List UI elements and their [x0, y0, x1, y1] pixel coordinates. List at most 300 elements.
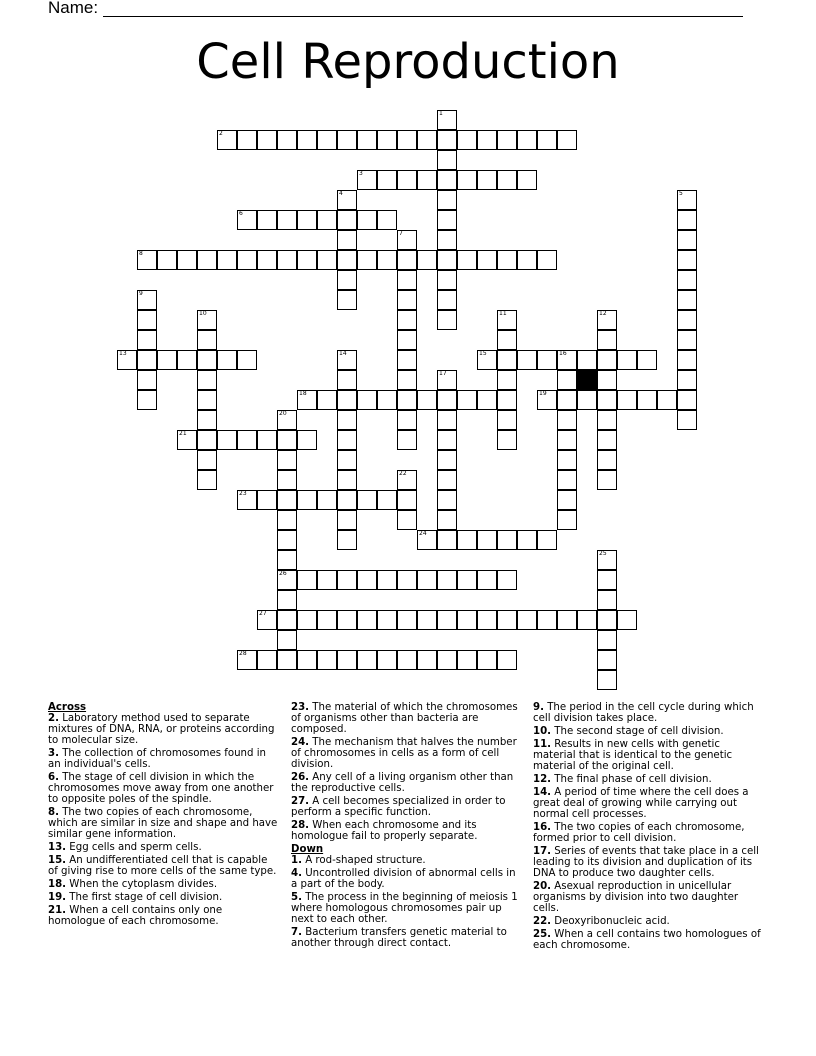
grid-cell[interactable] [497, 610, 517, 630]
across-clue [48, 879, 280, 890]
grid-cell[interactable] [297, 430, 317, 450]
grid-cell[interactable] [597, 670, 617, 690]
grid-cell[interactable] [277, 430, 297, 450]
grid-cell[interactable] [277, 650, 297, 670]
grid-cell[interactable] [277, 610, 297, 630]
grid-cell[interactable] [197, 350, 217, 370]
grid-cell[interactable] [297, 130, 317, 150]
grid-cell[interactable] [617, 390, 637, 410]
clue-text: The process in the beginning of meiosis 1 where homologous chromosomes pair up next to each other. [291, 892, 518, 925]
grid-cell[interactable] [337, 510, 357, 530]
grid-cell[interactable] [477, 530, 497, 550]
grid-cell[interactable] [597, 330, 617, 350]
grid-cell[interactable] [557, 370, 577, 390]
grid-cell[interactable] [617, 610, 637, 630]
grid-cell[interactable] [457, 530, 477, 550]
grid-cell[interactable] [557, 130, 577, 150]
grid-cell[interactable] [257, 250, 277, 270]
grid-cell[interactable] [437, 390, 457, 410]
grid-cell[interactable] [457, 130, 477, 150]
grid-cell[interactable] [497, 390, 517, 410]
grid-cell[interactable] [437, 190, 457, 210]
grid-cell[interactable] [157, 250, 177, 270]
clue-number-label: 28. [291, 820, 310, 831]
clue-number: 5 [679, 190, 683, 197]
grid-cell[interactable] [537, 250, 557, 270]
grid-cell[interactable] [237, 430, 257, 450]
grid-cell[interactable] [537, 390, 557, 410]
grid-cell[interactable] [337, 370, 357, 390]
grid-cell[interactable] [437, 250, 457, 270]
grid-cell[interactable] [277, 510, 297, 530]
grid-cell[interactable] [437, 530, 457, 550]
grid-cell[interactable] [597, 310, 617, 330]
grid-cell[interactable] [677, 190, 697, 210]
grid-cell[interactable] [397, 490, 417, 510]
grid-cell[interactable] [397, 330, 417, 350]
grid-cell[interactable] [297, 610, 317, 630]
grid-cell[interactable] [537, 610, 557, 630]
grid-cell[interactable] [237, 210, 257, 230]
grid-cell[interactable] [337, 570, 357, 590]
grid-cell[interactable] [177, 250, 197, 270]
across-clue [48, 713, 280, 746]
grid-cell[interactable] [257, 130, 277, 150]
grid-cell[interactable] [297, 570, 317, 590]
grid-cell[interactable] [597, 370, 617, 390]
clue-number: 7 [399, 230, 403, 237]
grid-cell[interactable] [457, 650, 477, 670]
clue-number: 13 [119, 350, 127, 357]
grid-cell[interactable] [637, 390, 657, 410]
grid-cell[interactable] [257, 490, 277, 510]
grid-cell[interactable] [557, 490, 577, 510]
grid-cell[interactable] [497, 310, 517, 330]
grid-cell[interactable] [317, 650, 337, 670]
clue-number: 2 [219, 130, 223, 137]
across-heading: Across [48, 702, 87, 713]
grid-cell[interactable] [437, 430, 457, 450]
grid-cell[interactable] [337, 270, 357, 290]
grid-cell[interactable] [217, 350, 237, 370]
down-clue [291, 868, 521, 890]
grid-cell[interactable] [217, 430, 237, 450]
grid-cell[interactable] [397, 510, 417, 530]
grid-cell[interactable] [197, 310, 217, 330]
grid-cell[interactable] [597, 590, 617, 610]
grid-cell[interactable] [557, 470, 577, 490]
grid-cell[interactable] [437, 290, 457, 310]
grid-cell[interactable] [137, 250, 157, 270]
grid-cell[interactable] [417, 130, 437, 150]
grid-cell[interactable] [437, 450, 457, 470]
clue-number: 1 [439, 110, 443, 117]
grid-cell[interactable] [457, 610, 477, 630]
grid-cell[interactable] [597, 630, 617, 650]
grid-cell[interactable] [677, 370, 697, 390]
grid-cell[interactable] [577, 610, 597, 630]
grid-cell[interactable] [337, 190, 357, 210]
clue-number: 8 [139, 250, 143, 257]
grid-cell[interactable] [337, 290, 357, 310]
grid-cell[interactable] [517, 530, 537, 550]
grid-cell[interactable] [597, 410, 617, 430]
grid-cell[interactable] [137, 290, 157, 310]
grid-cell[interactable] [437, 490, 457, 510]
grid-cell[interactable] [397, 430, 417, 450]
grid-cell[interactable] [237, 490, 257, 510]
grid-cell[interactable] [297, 390, 317, 410]
grid-cell[interactable] [437, 150, 457, 170]
grid-cell[interactable] [397, 350, 417, 370]
grid-cell[interactable] [517, 170, 537, 190]
clue-text: The period in the cell cycle during which cell division takes place. [533, 702, 754, 724]
grid-cell[interactable] [677, 350, 697, 370]
grid-cell[interactable] [337, 210, 357, 230]
grid-cell[interactable] [397, 230, 417, 250]
grid-cell[interactable] [677, 210, 697, 230]
grid-cell[interactable] [657, 390, 677, 410]
grid-cell[interactable] [477, 250, 497, 270]
grid-cell[interactable] [197, 250, 217, 270]
grid-cell[interactable] [477, 130, 497, 150]
grid-cell[interactable] [177, 430, 197, 450]
across-clue [48, 842, 280, 853]
grid-cell[interactable] [477, 610, 497, 630]
clue-number: 14 [339, 350, 347, 357]
grid-cell[interactable] [257, 650, 277, 670]
grid-cell[interactable] [137, 310, 157, 330]
across-clue [48, 905, 280, 927]
grid-cell[interactable] [197, 410, 217, 430]
grid-cell[interactable] [597, 430, 617, 450]
grid-cell[interactable] [517, 130, 537, 150]
grid-cell[interactable] [277, 130, 297, 150]
grid-cell[interactable] [677, 330, 697, 350]
grid-cell[interactable] [317, 610, 337, 630]
grid-cell[interactable] [137, 330, 157, 350]
grid-cell[interactable] [557, 410, 577, 430]
grid-cell[interactable] [137, 390, 157, 410]
grid-cell[interactable] [297, 490, 317, 510]
grid-cell[interactable] [377, 610, 397, 630]
grid-cell[interactable] [357, 390, 377, 410]
grid-cell[interactable] [257, 430, 277, 450]
grid-cell[interactable] [497, 370, 517, 390]
grid-cell[interactable] [277, 630, 297, 650]
grid-cell[interactable] [497, 430, 517, 450]
clue-text: Egg cells and sperm cells. [66, 842, 202, 853]
clue-text: Uncontrolled division of abnormal cells in a part of the body. [291, 868, 516, 890]
grid-cell[interactable] [597, 450, 617, 470]
grid-cell[interactable] [277, 250, 297, 270]
grid-cell[interactable] [317, 570, 337, 590]
grid-cell[interactable] [437, 130, 457, 150]
grid-cell[interactable] [377, 210, 397, 230]
clue-text: A rod-shaped structure. [301, 855, 426, 866]
grid-cell[interactable] [337, 610, 357, 630]
grid-cell[interactable] [497, 170, 517, 190]
grid-cell[interactable] [517, 610, 537, 630]
clue-number-label: 15. [48, 855, 67, 866]
across-clue [291, 796, 521, 818]
grid-cell[interactable] [557, 350, 577, 370]
grid-cell[interactable] [277, 210, 297, 230]
grid-cell[interactable] [217, 250, 237, 270]
grid-cell[interactable] [417, 170, 437, 190]
grid-cell[interactable] [337, 350, 357, 370]
grid-cell[interactable] [437, 110, 457, 130]
grid-cell[interactable] [397, 610, 417, 630]
grid-cell[interactable] [197, 450, 217, 470]
clue-text: Laboratory method used to separate mixtures of DNA, RNA, or proteins according to molecular size. [48, 713, 275, 746]
grid-cell[interactable] [437, 410, 457, 430]
grid-cell[interactable] [237, 130, 257, 150]
clue-text: The second stage of cell division. [551, 726, 724, 737]
grid-cell[interactable] [417, 390, 437, 410]
grid-cell[interactable] [677, 310, 697, 330]
grid-cell[interactable] [597, 570, 617, 590]
grid-cell[interactable] [397, 130, 417, 150]
grid-cell[interactable] [617, 350, 637, 370]
grid-cell[interactable] [337, 530, 357, 550]
grid-cell[interactable] [197, 430, 217, 450]
clue-text: A cell becomes specialized in order to perform a specific function. [291, 796, 506, 818]
grid-cell[interactable] [437, 510, 457, 530]
grid-cell[interactable] [417, 650, 437, 670]
clue-text: An undifferentiated cell that is capable of giving rise to more cells of the same type. [48, 855, 277, 877]
clue-number: 21 [179, 430, 187, 437]
grid-cell[interactable] [597, 470, 617, 490]
grid-cell[interactable] [417, 570, 437, 590]
grid-cell[interactable] [357, 170, 377, 190]
clue-text: The first stage of cell division. [66, 892, 223, 903]
grid-cell[interactable] [677, 250, 697, 270]
grid-cell[interactable] [277, 550, 297, 570]
grid-cell[interactable] [277, 450, 297, 470]
grid-cell[interactable] [297, 650, 317, 670]
clue-number: 9 [139, 290, 143, 297]
clue-number-label: 26. [291, 772, 310, 783]
grid-cell[interactable] [557, 510, 577, 530]
down-clue [533, 916, 765, 927]
grid-cell[interactable] [277, 530, 297, 550]
grid-cell[interactable] [437, 270, 457, 290]
grid-cell[interactable] [357, 490, 377, 510]
grid-cell[interactable] [337, 490, 357, 510]
grid-cell[interactable] [557, 450, 577, 470]
grid-cell[interactable] [317, 130, 337, 150]
across-clue [291, 702, 521, 735]
grid-cell[interactable] [557, 430, 577, 450]
down-heading: Down [291, 844, 324, 855]
grid-cell[interactable] [497, 570, 517, 590]
grid-cell[interactable] [477, 350, 497, 370]
grid-cell[interactable] [277, 470, 297, 490]
across-clue [291, 772, 521, 794]
clue-number-label: 12. [533, 774, 552, 785]
grid-cell[interactable] [377, 490, 397, 510]
grid-cell[interactable] [397, 390, 417, 410]
grid-cell[interactable] [537, 530, 557, 550]
grid-cell[interactable] [497, 410, 517, 430]
grid-cell[interactable] [537, 130, 557, 150]
grid-cell[interactable] [237, 250, 257, 270]
grid-cell[interactable] [397, 650, 417, 670]
grid-cell[interactable] [497, 350, 517, 370]
grid-cell[interactable] [437, 170, 457, 190]
grid-cell[interactable] [297, 250, 317, 270]
grid-cell[interactable] [397, 370, 417, 390]
grid-cell[interactable] [277, 410, 297, 430]
grid-cell[interactable] [557, 610, 577, 630]
grid-cell[interactable] [177, 350, 197, 370]
clue-text: Any cell of a living organism other than the reproductive cells. [291, 772, 514, 794]
grid-cell[interactable] [677, 270, 697, 290]
grid-cell[interactable] [157, 350, 177, 370]
grid-cell[interactable] [397, 470, 417, 490]
grid-cell[interactable] [257, 610, 277, 630]
grid-cell[interactable] [437, 610, 457, 630]
grid-cell[interactable] [337, 470, 357, 490]
grid-cell[interactable] [397, 310, 417, 330]
grid-cell[interactable] [497, 530, 517, 550]
grid-cell[interactable] [437, 650, 457, 670]
grid-cell[interactable] [457, 570, 477, 590]
grid-cell[interactable] [597, 550, 617, 570]
grid-cell[interactable] [337, 650, 357, 670]
grid-cell[interactable] [197, 370, 217, 390]
grid-cell[interactable] [437, 230, 457, 250]
grid-cell[interactable] [337, 230, 357, 250]
grid-cell[interactable] [337, 390, 357, 410]
grid-cell[interactable] [377, 570, 397, 590]
grid-cell[interactable] [637, 350, 657, 370]
grid-cell[interactable] [377, 390, 397, 410]
grid-cell[interactable] [577, 390, 597, 410]
grid-cell[interactable] [137, 370, 157, 390]
grid-cell[interactable] [497, 650, 517, 670]
grid-cell[interactable] [677, 230, 697, 250]
grid-cell[interactable] [517, 350, 537, 370]
grid-cell[interactable] [217, 130, 237, 150]
grid-cell[interactable] [677, 410, 697, 430]
grid-cell[interactable] [137, 350, 157, 370]
grid-cell[interactable] [257, 210, 277, 230]
grid-cell[interactable] [377, 170, 397, 190]
grid-cell[interactable] [317, 250, 337, 270]
grid-cell[interactable] [397, 410, 417, 430]
clue-text: A period of time where the cell does a great deal of growing while carrying out normal cell processes. [533, 787, 749, 820]
grid-cell[interactable] [377, 650, 397, 670]
grid-cell[interactable] [417, 530, 437, 550]
grid-cell[interactable] [197, 470, 217, 490]
grid-cell[interactable] [357, 650, 377, 670]
grid-cell[interactable] [497, 130, 517, 150]
grid-cell[interactable] [437, 470, 457, 490]
grid-cell[interactable] [677, 390, 697, 410]
grid-cell[interactable] [297, 210, 317, 230]
across-clue [291, 737, 521, 770]
grid-cell[interactable] [357, 610, 377, 630]
grid-cell[interactable] [237, 650, 257, 670]
grid-cell[interactable] [337, 130, 357, 150]
clue-number-label: 7. [291, 927, 302, 938]
grid-cell[interactable] [477, 650, 497, 670]
grid-cell[interactable] [277, 570, 297, 590]
grid-cell[interactable] [417, 610, 437, 630]
grid-cell[interactable] [337, 430, 357, 450]
grid-cell[interactable] [577, 350, 597, 370]
grid-cell[interactable] [457, 390, 477, 410]
grid-cell[interactable] [317, 390, 337, 410]
grid-cell[interactable] [197, 390, 217, 410]
grid-cell[interactable] [197, 330, 217, 350]
grid-cell[interactable] [437, 370, 457, 390]
grid-cell[interactable] [517, 250, 537, 270]
grid-cell[interactable] [357, 130, 377, 150]
grid-cell[interactable] [337, 450, 357, 470]
clue-text: When each chromosome and its homologue fail to properly separate. [291, 820, 478, 842]
grid-cell[interactable] [597, 390, 617, 410]
grid-cell[interactable] [437, 570, 457, 590]
grid-cell[interactable] [437, 310, 457, 330]
clue-number: 25 [599, 550, 607, 557]
grid-cell[interactable] [677, 290, 697, 310]
grid-cell[interactable] [477, 170, 497, 190]
grid-cell[interactable] [597, 610, 617, 630]
down-clue [533, 881, 765, 914]
grid-cell[interactable] [357, 570, 377, 590]
grid-cell[interactable] [477, 570, 497, 590]
grid-cell[interactable] [557, 390, 577, 410]
grid-cell[interactable] [497, 250, 517, 270]
across-clue [48, 748, 280, 770]
grid-cell[interactable] [317, 210, 337, 230]
grid-cell[interactable] [457, 170, 477, 190]
grid-cell[interactable] [117, 350, 137, 370]
grid-cell[interactable] [477, 390, 497, 410]
grid-cell[interactable] [397, 250, 417, 270]
grid-cell[interactable] [357, 210, 377, 230]
grid-cell[interactable] [417, 250, 437, 270]
grid-cell[interactable] [357, 250, 377, 270]
grid-cell[interactable] [397, 170, 417, 190]
grid-cell[interactable] [277, 590, 297, 610]
grid-cell[interactable] [377, 130, 397, 150]
grid-cell[interactable] [277, 490, 297, 510]
clue-text: Bacterium transfers genetic material to another through direct contact. [291, 927, 507, 949]
grid-cell[interactable] [597, 650, 617, 670]
clue-text: When a cell contains two homologues of each chromosome. [533, 929, 761, 951]
grid-cell[interactable] [437, 210, 457, 230]
grid-cell[interactable] [397, 270, 417, 290]
grid-cell[interactable] [397, 290, 417, 310]
clue-number-label: 17. [533, 846, 552, 857]
grid-cell[interactable] [537, 350, 557, 370]
grid-cell[interactable] [457, 250, 477, 270]
grid-cell[interactable] [337, 250, 357, 270]
across-clue [291, 820, 521, 842]
grid-cell[interactable] [337, 410, 357, 430]
clue-text: The mechanism that halves the number of chromosomes in cells as a form of cell division. [291, 737, 517, 770]
grid-cell[interactable] [237, 350, 257, 370]
grid-cell[interactable] [397, 570, 417, 590]
grid-cell[interactable] [497, 330, 517, 350]
grid-cell[interactable] [597, 350, 617, 370]
grid-cell[interactable] [317, 490, 337, 510]
grid-cell[interactable] [377, 250, 397, 270]
